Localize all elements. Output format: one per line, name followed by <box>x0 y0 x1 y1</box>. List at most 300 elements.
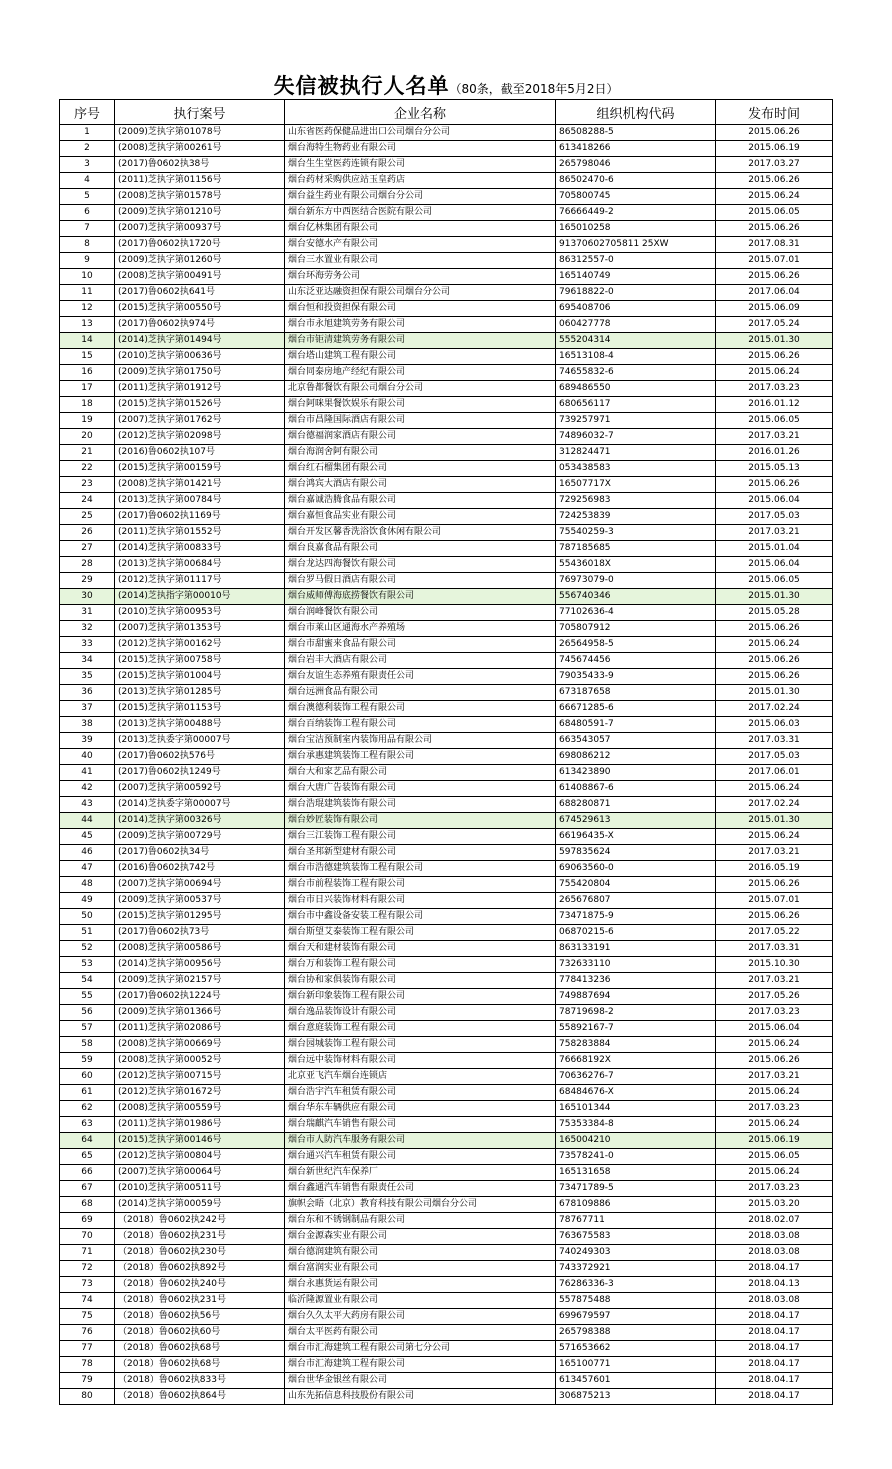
cell-org-code: 763675583 <box>556 1229 716 1245</box>
cell-org-code: 77102636-4 <box>556 605 716 621</box>
cell-publish-date: 2015.06.19 <box>716 141 833 157</box>
cell-index: 68 <box>60 1197 115 1213</box>
cell-publish-date: 2017.02.24 <box>716 797 833 813</box>
cell-company-name: 烟台瑞麒汽车销售有限公司 <box>285 1117 556 1133</box>
cell-org-code: 306875213 <box>556 1389 716 1405</box>
cell-publish-date: 2015.06.24 <box>716 829 833 845</box>
table-row <box>60 461 833 477</box>
cell-index: 44 <box>60 813 115 829</box>
table-row <box>60 829 833 845</box>
cell-company-name: 烟台市前程装饰工程有限公司 <box>285 877 556 893</box>
table-row <box>60 285 833 301</box>
cell-index: 5 <box>60 189 115 205</box>
cell-case-number: (2015)芝执字第01526号 <box>115 397 285 413</box>
cell-company-name: 烟台天和建材装饰有限公司 <box>285 941 556 957</box>
table-row <box>60 1181 833 1197</box>
cell-case-number: （2018）鲁0602执56号 <box>115 1309 285 1325</box>
table-row <box>60 381 833 397</box>
cell-index: 62 <box>60 1101 115 1117</box>
cell-case-number: (2014)芝执字第00956号 <box>115 957 285 973</box>
cell-company-name: 烟台新东方中西医结合医院有限公司 <box>285 205 556 221</box>
table-row <box>60 1277 833 1293</box>
table-row <box>60 1149 833 1165</box>
cell-publish-date: 2017.06.01 <box>716 765 833 781</box>
cell-index: 63 <box>60 1117 115 1133</box>
cell-publish-date: 2017.02.24 <box>716 701 833 717</box>
cell-org-code: 678109886 <box>556 1197 716 1213</box>
cell-index: 64 <box>60 1133 115 1149</box>
cell-org-code: 724253839 <box>556 509 716 525</box>
cell-org-code: 165100771 <box>556 1357 716 1373</box>
cell-index: 69 <box>60 1213 115 1229</box>
cell-case-number: (2009)芝执字第01210号 <box>115 205 285 221</box>
table-row <box>60 925 833 941</box>
cell-company-name: 烟台恒和投资担保有限公司 <box>285 301 556 317</box>
table-row <box>60 813 833 829</box>
cell-org-code: 265676807 <box>556 893 716 909</box>
cell-org-code: 688280871 <box>556 797 716 813</box>
cell-case-number: (2009)芝执字第00537号 <box>115 893 285 909</box>
cell-index: 19 <box>60 413 115 429</box>
cell-org-code: 76973079-0 <box>556 573 716 589</box>
cell-company-name: 烟台园城装饰工程有限公司 <box>285 1037 556 1053</box>
cell-publish-date: 2015.06.03 <box>716 717 833 733</box>
cell-publish-date: 2017.03.21 <box>716 973 833 989</box>
header-company-name: 企业名称 <box>285 100 556 125</box>
cell-case-number: (2007)芝执字第00064号 <box>115 1165 285 1181</box>
cell-index: 30 <box>60 589 115 605</box>
cell-case-number: (2007)芝执字第01762号 <box>115 413 285 429</box>
cell-company-name: 烟台协和家俱装饰有限公司 <box>285 973 556 989</box>
cell-company-name: 烟台东和不锈钢制品有限公司 <box>285 1213 556 1229</box>
table-row <box>60 909 833 925</box>
cell-company-name: 山东省医药保健品进出口公司烟台分公司 <box>285 125 556 141</box>
cell-company-name: 烟台市永旭建筑劳务有限公司 <box>285 317 556 333</box>
cell-index: 50 <box>60 909 115 925</box>
cell-org-code: 312824471 <box>556 445 716 461</box>
table-row <box>60 333 833 349</box>
cell-case-number: (2011)芝执字第01156号 <box>115 173 285 189</box>
cell-case-number: (2008)芝执字第00261号 <box>115 141 285 157</box>
cell-case-number: (2007)芝执字第00937号 <box>115 221 285 237</box>
cell-case-number: (2012)芝执字第00715号 <box>115 1069 285 1085</box>
cell-org-code: 76668192X <box>556 1053 716 1069</box>
cell-index: 80 <box>60 1389 115 1405</box>
cell-index: 77 <box>60 1341 115 1357</box>
cell-case-number: (2011)芝执字第01552号 <box>115 525 285 541</box>
cell-index: 38 <box>60 717 115 733</box>
cell-org-code: 265798046 <box>556 157 716 173</box>
cell-index: 40 <box>60 749 115 765</box>
table-row <box>60 861 833 877</box>
table-row <box>60 1325 833 1341</box>
cell-publish-date: 2018.04.17 <box>716 1309 833 1325</box>
table-row <box>60 717 833 733</box>
cell-publish-date: 2015.01.30 <box>716 813 833 829</box>
cell-case-number: (2007)芝执字第01353号 <box>115 621 285 637</box>
cell-case-number: (2011)芝执字第02086号 <box>115 1021 285 1037</box>
table-row <box>60 605 833 621</box>
cell-case-number: (2010)芝执字第00953号 <box>115 605 285 621</box>
cell-case-number: (2008)芝执字第00586号 <box>115 941 285 957</box>
table-row <box>60 1085 833 1101</box>
cell-company-name: 烟台市汇海建筑工程有限公司 <box>285 1357 556 1373</box>
table-row <box>60 589 833 605</box>
table-row <box>60 1261 833 1277</box>
table-row <box>60 1341 833 1357</box>
cell-case-number: （2018）鲁0602执892号 <box>115 1261 285 1277</box>
cell-case-number: (2017)鲁0602执73号 <box>115 925 285 941</box>
cell-company-name: 烟台永惠货运有限公司 <box>285 1277 556 1293</box>
table-row <box>60 877 833 893</box>
cell-case-number: (2017)鲁0602执641号 <box>115 285 285 301</box>
cell-org-code: 75353384-8 <box>556 1117 716 1133</box>
cell-publish-date: 2018.04.17 <box>716 1373 833 1389</box>
cell-case-number: (2011)芝执字第01912号 <box>115 381 285 397</box>
cell-company-name: 烟台益生药业有限公司烟台分公司 <box>285 189 556 205</box>
cell-company-name: 烟台三水置业有限公司 <box>285 253 556 269</box>
cell-org-code: 673187658 <box>556 685 716 701</box>
cell-org-code: 743372921 <box>556 1261 716 1277</box>
cell-publish-date: 2017.05.22 <box>716 925 833 941</box>
cell-company-name: 烟台富润实业有限公司 <box>285 1261 556 1277</box>
cell-index: 11 <box>60 285 115 301</box>
cell-index: 60 <box>60 1069 115 1085</box>
cell-org-code: 26564958-5 <box>556 637 716 653</box>
cell-org-code: 689486550 <box>556 381 716 397</box>
header-publish-date: 发布时间 <box>716 100 833 125</box>
cell-index: 15 <box>60 349 115 365</box>
cell-org-code: 61408867-6 <box>556 781 716 797</box>
cell-org-code: 73471875-9 <box>556 909 716 925</box>
cell-case-number: （2018）鲁0602执242号 <box>115 1213 285 1229</box>
cell-company-name: 烟台大唐广告装饰有限公司 <box>285 781 556 797</box>
cell-case-number: （2018）鲁0602执230号 <box>115 1245 285 1261</box>
cell-publish-date: 2018.03.08 <box>716 1229 833 1245</box>
cell-publish-date: 2017.03.21 <box>716 1069 833 1085</box>
cell-publish-date: 2017.03.21 <box>716 845 833 861</box>
cell-company-name: 烟台市人防汽车服务有限公司 <box>285 1133 556 1149</box>
cell-publish-date: 2015.06.26 <box>716 221 833 237</box>
table-row <box>60 349 833 365</box>
cell-publish-date: 2017.03.31 <box>716 733 833 749</box>
cell-case-number: (2014)芝执委字第00007号 <box>115 797 285 813</box>
cell-org-code: 053438583 <box>556 461 716 477</box>
table-row <box>60 125 833 141</box>
cell-company-name: 烟台药材采购供应站玉皇药店 <box>285 173 556 189</box>
cell-org-code: 165004210 <box>556 1133 716 1149</box>
cell-index: 46 <box>60 845 115 861</box>
cell-publish-date: 2015.06.24 <box>716 1085 833 1101</box>
cell-case-number: (2010)芝执字第00511号 <box>115 1181 285 1197</box>
cell-index: 57 <box>60 1021 115 1037</box>
cell-publish-date: 2015.06.26 <box>716 653 833 669</box>
table-row <box>60 221 833 237</box>
cell-org-code: 79618822-0 <box>556 285 716 301</box>
cell-org-code: 613418266 <box>556 141 716 157</box>
dishonest-list-table <box>59 99 833 1405</box>
cell-index: 29 <box>60 573 115 589</box>
cell-org-code: 76666449-2 <box>556 205 716 221</box>
cell-org-code: 78719698-2 <box>556 1005 716 1021</box>
cell-index: 42 <box>60 781 115 797</box>
cell-case-number: (2017)鲁0602执1169号 <box>115 509 285 525</box>
cell-index: 56 <box>60 1005 115 1021</box>
cell-case-number: （2018）鲁0602执864号 <box>115 1389 285 1405</box>
cell-publish-date: 2015.06.26 <box>716 173 833 189</box>
table-row <box>60 173 833 189</box>
cell-org-code: 571653662 <box>556 1341 716 1357</box>
cell-company-name: 旗帜会晤（北京）教育科技有限公司烟台分公司 <box>285 1197 556 1213</box>
cell-case-number: (2017)鲁0602执38号 <box>115 157 285 173</box>
cell-company-name: 烟台红石榴集团有限公司 <box>285 461 556 477</box>
cell-case-number: (2008)芝执字第01421号 <box>115 477 285 493</box>
table-row <box>60 413 833 429</box>
document-title <box>0 70 892 100</box>
cell-case-number: （2018）鲁0602执231号 <box>115 1229 285 1245</box>
cell-company-name: 烟台市昌隆国际酒店有限公司 <box>285 413 556 429</box>
cell-org-code: 165140749 <box>556 269 716 285</box>
cell-company-name: 烟台德福润家酒店有限公司 <box>285 429 556 445</box>
cell-publish-date: 2017.05.24 <box>716 317 833 333</box>
cell-org-code: 165131658 <box>556 1165 716 1181</box>
cell-company-name: 烟台市甜蜜来食品有限公司 <box>285 637 556 653</box>
table-row <box>60 237 833 253</box>
cell-index: 45 <box>60 829 115 845</box>
cell-case-number: (2012)芝执字第01672号 <box>115 1085 285 1101</box>
cell-org-code: 613457601 <box>556 1373 716 1389</box>
cell-publish-date: 2015.06.09 <box>716 301 833 317</box>
table-row <box>60 1229 833 1245</box>
cell-index: 25 <box>60 509 115 525</box>
table-row <box>60 781 833 797</box>
table-row <box>60 365 833 381</box>
cell-index: 6 <box>60 205 115 221</box>
table-row <box>60 1197 833 1213</box>
cell-index: 65 <box>60 1149 115 1165</box>
cell-publish-date: 2015.06.05 <box>716 413 833 429</box>
cell-company-name: 烟台鑫通汽车销售有限责任公司 <box>285 1181 556 1197</box>
cell-company-name: 烟台新印象装饰工程有限公司 <box>285 989 556 1005</box>
cell-index: 12 <box>60 301 115 317</box>
table-row <box>60 317 833 333</box>
cell-index: 34 <box>60 653 115 669</box>
table-row <box>60 253 833 269</box>
cell-publish-date: 2017.03.23 <box>716 1101 833 1117</box>
cell-org-code: 729256983 <box>556 493 716 509</box>
table-row <box>60 189 833 205</box>
cell-index: 1 <box>60 125 115 141</box>
cell-org-code: 555204314 <box>556 333 716 349</box>
cell-company-name: 烟台斯望艾泰装饰工程有限公司 <box>285 925 556 941</box>
cell-org-code: 74896032-7 <box>556 429 716 445</box>
cell-company-name: 烟台同泰房地产经纪有限公司 <box>285 365 556 381</box>
cell-case-number: (2009)芝执字第01750号 <box>115 365 285 381</box>
cell-company-name: 烟台意庭装饰工程有限公司 <box>285 1021 556 1037</box>
cell-case-number: (2013)芝执字第00488号 <box>115 717 285 733</box>
cell-company-name: 临沂隆源置业有限公司 <box>285 1293 556 1309</box>
cell-publish-date: 2015.06.24 <box>716 1165 833 1181</box>
cell-org-code: 705807912 <box>556 621 716 637</box>
cell-case-number: (2007)芝执字第00592号 <box>115 781 285 797</box>
cell-case-number: (2015)芝执字第01295号 <box>115 909 285 925</box>
cell-company-name: 烟台远中装饰材料有限公司 <box>285 1053 556 1069</box>
cell-org-code: 76286336-3 <box>556 1277 716 1293</box>
cell-org-code: 75540259-3 <box>556 525 716 541</box>
cell-org-code: 73471789-5 <box>556 1181 716 1197</box>
table-row <box>60 205 833 221</box>
table-row <box>60 1037 833 1053</box>
cell-org-code: 698086212 <box>556 749 716 765</box>
cell-case-number: (2015)芝执字第01004号 <box>115 669 285 685</box>
table-header-row <box>60 100 833 125</box>
cell-company-name: 山东先拓信息科技股份有限公司 <box>285 1389 556 1405</box>
cell-case-number: (2017)鲁0602执1249号 <box>115 765 285 781</box>
cell-publish-date: 2017.08.31 <box>716 237 833 253</box>
cell-index: 22 <box>60 461 115 477</box>
table-row <box>60 845 833 861</box>
cell-publish-date: 2015.06.24 <box>716 365 833 381</box>
cell-org-code: 91370602705811 25XW <box>556 237 716 253</box>
cell-company-name: 烟台环海劳务公司 <box>285 269 556 285</box>
cell-index: 53 <box>60 957 115 973</box>
cell-publish-date: 2015.06.26 <box>716 1053 833 1069</box>
cell-publish-date: 2015.05.28 <box>716 605 833 621</box>
cell-index: 49 <box>60 893 115 909</box>
cell-index: 32 <box>60 621 115 637</box>
cell-index: 66 <box>60 1165 115 1181</box>
cell-index: 51 <box>60 925 115 941</box>
cell-case-number: (2017)鲁0602执576号 <box>115 749 285 765</box>
cell-case-number: （2018）鲁0602执68号 <box>115 1357 285 1373</box>
cell-company-name: 烟台嘉恒食品实业有限公司 <box>285 509 556 525</box>
cell-publish-date: 2015.03.20 <box>716 1197 833 1213</box>
table-row <box>60 1005 833 1021</box>
cell-case-number: (2007)芝执字第00694号 <box>115 877 285 893</box>
cell-company-name: 烟台承惠建筑装饰工程有限公司 <box>285 749 556 765</box>
cell-company-name: 烟台通兴汽车租赁有限公司 <box>285 1149 556 1165</box>
cell-case-number: （2018）鲁0602执240号 <box>115 1277 285 1293</box>
cell-publish-date: 2015.06.24 <box>716 189 833 205</box>
cell-org-code: 06870215-6 <box>556 925 716 941</box>
cell-publish-date: 2017.03.27 <box>716 157 833 173</box>
cell-org-code: 79035433-9 <box>556 669 716 685</box>
cell-case-number: (2013)芝执字第01285号 <box>115 685 285 701</box>
table-row <box>60 509 833 525</box>
cell-publish-date: 2017.03.21 <box>716 525 833 541</box>
cell-company-name: 烟台新世纪汽车保养厂 <box>285 1165 556 1181</box>
cell-index: 14 <box>60 333 115 349</box>
cell-case-number: (2009)芝执字第01260号 <box>115 253 285 269</box>
table-row <box>60 157 833 173</box>
table-row <box>60 765 833 781</box>
title-subtitle: （80条，截至2018年5月2日） <box>449 82 619 96</box>
cell-org-code: 778413236 <box>556 973 716 989</box>
table-row <box>60 1357 833 1373</box>
cell-org-code: 73578241-0 <box>556 1149 716 1165</box>
cell-publish-date: 2015.01.04 <box>716 541 833 557</box>
cell-company-name: 烟台市汇海建筑工程有限公司第七分公司 <box>285 1341 556 1357</box>
cell-company-name: 烟台鸿宾大酒店有限公司 <box>285 477 556 493</box>
cell-company-name: 烟台罗马假日酒店有限公司 <box>285 573 556 589</box>
cell-company-name: 烟台市莱山区通海水产养殖场 <box>285 621 556 637</box>
cell-index: 78 <box>60 1357 115 1373</box>
table-row <box>60 669 833 685</box>
cell-case-number: (2015)芝执字第00550号 <box>115 301 285 317</box>
cell-index: 48 <box>60 877 115 893</box>
cell-company-name: 烟台阿咪果餐饮娱乐有限公司 <box>285 397 556 413</box>
cell-publish-date: 2018.04.17 <box>716 1389 833 1405</box>
cell-index: 33 <box>60 637 115 653</box>
cell-case-number: (2012)芝执字第02098号 <box>115 429 285 445</box>
cell-case-number: (2015)芝执字第00758号 <box>115 653 285 669</box>
cell-publish-date: 2015.01.30 <box>716 333 833 349</box>
table-row <box>60 1053 833 1069</box>
cell-index: 76 <box>60 1325 115 1341</box>
cell-company-name: 烟台华东车辆供应有限公司 <box>285 1101 556 1117</box>
cell-org-code: 68480591-7 <box>556 717 716 733</box>
cell-org-code: 165010258 <box>556 221 716 237</box>
cell-publish-date: 2016.01.12 <box>716 397 833 413</box>
cell-org-code: 86312557-0 <box>556 253 716 269</box>
cell-org-code: 755420804 <box>556 877 716 893</box>
cell-publish-date: 2016.01.26 <box>716 445 833 461</box>
header-org-code: 组织机构代码 <box>556 100 716 125</box>
cell-company-name: 烟台百纳装饰工程有限公司 <box>285 717 556 733</box>
cell-org-code: 663543057 <box>556 733 716 749</box>
cell-case-number: (2017)鲁0602执34号 <box>115 845 285 861</box>
cell-index: 43 <box>60 797 115 813</box>
cell-company-name: 烟台浩宇汽车租赁有限公司 <box>285 1085 556 1101</box>
table-row <box>60 141 833 157</box>
cell-index: 18 <box>60 397 115 413</box>
cell-index: 27 <box>60 541 115 557</box>
cell-org-code: 86508288-5 <box>556 125 716 141</box>
cell-case-number: (2015)芝执字第00159号 <box>115 461 285 477</box>
cell-company-name: 烟台市日兴装饰材料有限公司 <box>285 893 556 909</box>
cell-company-name: 烟台岩丰大酒店有限公司 <box>285 653 556 669</box>
cell-org-code: 732633110 <box>556 957 716 973</box>
cell-publish-date: 2018.03.08 <box>716 1245 833 1261</box>
cell-publish-date: 2015.05.13 <box>716 461 833 477</box>
cell-publish-date: 2017.05.03 <box>716 509 833 525</box>
table-row <box>60 1293 833 1309</box>
cell-publish-date: 2015.06.04 <box>716 557 833 573</box>
cell-case-number: (2008)芝执字第00052号 <box>115 1053 285 1069</box>
table-row <box>60 573 833 589</box>
cell-index: 52 <box>60 941 115 957</box>
cell-publish-date: 2015.06.24 <box>716 781 833 797</box>
header-index: 序号 <box>60 100 115 125</box>
cell-org-code: 758283884 <box>556 1037 716 1053</box>
cell-org-code: 787185685 <box>556 541 716 557</box>
cell-org-code: 66196435-X <box>556 829 716 845</box>
cell-publish-date: 2015.06.26 <box>716 621 833 637</box>
cell-company-name: 烟台远洲食品有限公司 <box>285 685 556 701</box>
cell-company-name: 烟台生生堂医药连锁有限公司 <box>285 157 556 173</box>
cell-publish-date: 2015.01.30 <box>716 589 833 605</box>
table-row <box>60 733 833 749</box>
cell-org-code: 556740346 <box>556 589 716 605</box>
cell-index: 17 <box>60 381 115 397</box>
table-row <box>60 1165 833 1181</box>
cell-company-name: 烟台圣邦新型建材有限公司 <box>285 845 556 861</box>
cell-case-number: (2014)芝执字第01494号 <box>115 333 285 349</box>
cell-publish-date: 2018.04.17 <box>716 1341 833 1357</box>
cell-case-number: (2013)芝执委字第00007号 <box>115 733 285 749</box>
cell-company-name: 烟台市钜清建筑劳务有限公司 <box>285 333 556 349</box>
cell-index: 20 <box>60 429 115 445</box>
